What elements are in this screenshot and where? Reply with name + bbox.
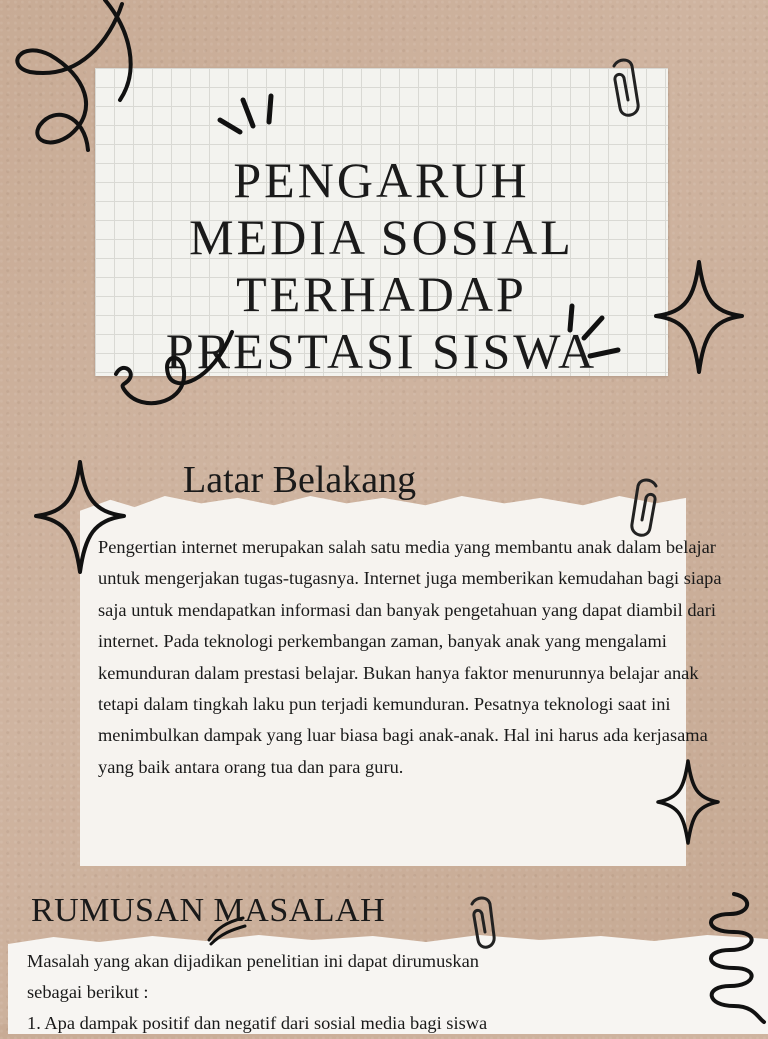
emphasis-lines-icon bbox=[560, 300, 630, 370]
swirl-doodle-icon bbox=[10, 0, 140, 160]
title-line: PENGARUH bbox=[233, 152, 530, 208]
paperclip-icon bbox=[600, 58, 644, 122]
section-heading-rumusan-masalah: RUMUSAN MASALAH bbox=[31, 892, 386, 929]
section-heading-latar-belakang: Latar Belakang bbox=[183, 459, 417, 501]
rumusan-intro-line: Masalah yang akan dijadikan penelitian ini dapat dirumuskan bbox=[27, 951, 479, 971]
sparkle-star-icon bbox=[655, 758, 721, 846]
title-line: MEDIA SOSIAL bbox=[189, 209, 574, 265]
paperclip-icon bbox=[462, 896, 502, 952]
title-line: TERHADAP bbox=[236, 266, 527, 322]
rumusan-masalah-paragraph bbox=[27, 946, 747, 1039]
latar-belakang-paragraph: Pengertian internet merupakan salah satu media yang membantu anak dalam belajar untuk mengerjakan tugas-tugasnya. Internet juga memberikan kemudahan bagi siapa saja untuk mendapatkan informasi dan banyak pengetahuan yang dapat diambil dari internet. Pada teknologi perkembangan zaman, banyak anak yang mengalami kemunduran dalam prestasi belajar. Bukan hanya faktor menurunnya belajar anak tetapi dalam tingkah laku pun terjadi kemunduran. Pesatnya teknologi saat ini menimbulkan dampak yang luar biasa bagi anak-anak. Hal ini harus ada kerjasama yang baik antara orang tua dan para guru. bbox=[98, 537, 722, 777]
sparkle-star-icon bbox=[652, 258, 746, 376]
rumusan-list-item: 1. Apa dampak positif dan negatif dari sosial media bagi siswa bbox=[27, 1013, 488, 1033]
emphasis-lines-icon bbox=[215, 92, 285, 142]
rumusan-intro-line: sebagai berikut : bbox=[27, 982, 149, 1002]
title-line: PRESTASI SISWA bbox=[165, 323, 598, 379]
heart-loop-doodle-icon bbox=[112, 322, 252, 412]
